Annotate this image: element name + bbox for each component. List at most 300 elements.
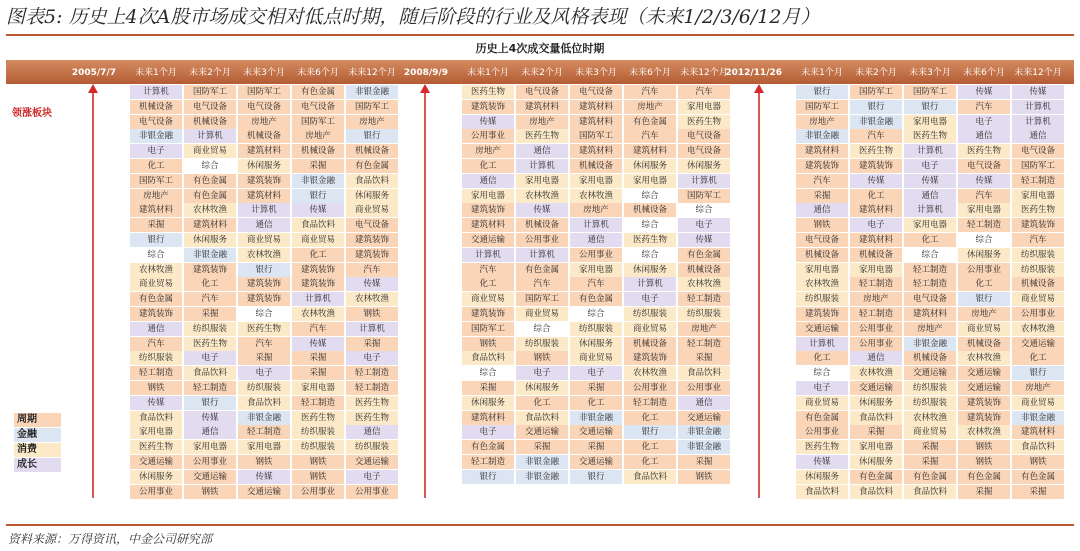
industry-cell: 交通运输 [462, 233, 514, 247]
industry-cell: 国防军工 [1012, 159, 1064, 173]
industry-cell: 传媒 [958, 174, 1010, 188]
industry-cell: 轻工制造 [904, 263, 956, 277]
industry-cell: 电子 [130, 144, 182, 158]
industry-cell: 综合 [462, 366, 514, 380]
industry-cell: 农林牧渔 [958, 351, 1010, 365]
industry-cell: 休闲服务 [346, 189, 398, 203]
industry-cell: 通信 [1012, 129, 1064, 143]
industry-cell: 休闲服务 [850, 396, 902, 410]
industry-cell: 建筑材料 [462, 218, 514, 232]
industry-cell: 非银金融 [1012, 411, 1064, 425]
industry-cell: 医药生物 [346, 411, 398, 425]
industry-cell: 综合 [624, 248, 676, 262]
industry-cell: 有色金属 [624, 115, 676, 129]
industry-cell: 通信 [850, 351, 902, 365]
industry-cell: 采掘 [678, 351, 730, 365]
industry-cell: 计算机 [796, 337, 848, 351]
industry-cell: 房地产 [130, 189, 182, 203]
industry-cell: 医药生物 [678, 115, 730, 129]
column-header: 未来6个月 [963, 68, 1005, 78]
industry-cell: 商业贸易 [904, 425, 956, 439]
industry-cell: 休闲服务 [624, 159, 676, 173]
industry-cell: 轻工制造 [130, 366, 182, 380]
industry-cell: 医药生物 [850, 144, 902, 158]
industry-cell: 房地产 [624, 100, 676, 114]
industry-cell: 银行 [958, 292, 1010, 306]
industry-cell: 建筑材料 [570, 144, 622, 158]
industry-cell: 建筑材料 [850, 233, 902, 247]
industry-cell: 银行 [462, 470, 514, 484]
industry-cell: 计算机 [570, 218, 622, 232]
industry-cell: 电气设备 [1012, 144, 1064, 158]
industry-cell: 电气设备 [678, 129, 730, 143]
industry-cell: 医药生物 [292, 411, 344, 425]
industry-cell: 汽车 [850, 129, 902, 143]
industry-cell: 计算机 [238, 203, 290, 217]
industry-cell: 建筑装饰 [1012, 218, 1064, 232]
top-divider [6, 34, 1074, 36]
industry-cell: 公用事业 [850, 322, 902, 336]
industry-cell: 非银金融 [346, 85, 398, 99]
upward-arrow-icon [88, 84, 98, 500]
industry-cell: 房地产 [462, 144, 514, 158]
industry-cell: 休闲服务 [516, 381, 568, 395]
industry-cell: 采掘 [904, 440, 956, 454]
period-date-2: 2012/11/26 [725, 68, 782, 78]
industry-cell: 有色金属 [346, 159, 398, 173]
industry-cell: 综合 [570, 307, 622, 321]
industry-cell: 农林牧渔 [1012, 322, 1064, 336]
industry-cell: 电子 [904, 159, 956, 173]
column-header: 未来2个月 [189, 68, 231, 78]
industry-cell: 纺织服装 [184, 322, 236, 336]
industry-cell: 公用事业 [516, 233, 568, 247]
industry-cell: 机械设备 [796, 248, 848, 262]
industry-cell: 房地产 [292, 129, 344, 143]
industry-cell: 钢铁 [1012, 455, 1064, 469]
industry-cell: 建筑装饰 [292, 263, 344, 277]
industry-cell: 传媒 [292, 203, 344, 217]
industry-cell: 建筑材料 [850, 203, 902, 217]
industry-cell: 通信 [462, 174, 514, 188]
industry-cell: 非银金融 [678, 440, 730, 454]
industry-cell: 银行 [624, 425, 676, 439]
industry-cell: 化工 [570, 396, 622, 410]
bottom-divider [6, 524, 1074, 526]
industry-cell: 房地产 [346, 115, 398, 129]
industry-cell: 电子 [850, 218, 902, 232]
industry-cell: 轻工制造 [678, 337, 730, 351]
industry-cell: 商业贸易 [1012, 292, 1064, 306]
industry-cell: 有色金属 [130, 292, 182, 306]
industry-cell: 休闲服务 [850, 455, 902, 469]
industry-cell: 电子 [184, 351, 236, 365]
column-header: 未来2个月 [855, 68, 897, 78]
industry-cell: 化工 [130, 159, 182, 173]
industry-cell: 钢铁 [796, 218, 848, 232]
industry-cell: 农林牧渔 [678, 277, 730, 291]
industry-cell: 综合 [130, 248, 182, 262]
industry-cell: 建筑装饰 [624, 351, 676, 365]
industry-cell: 国防军工 [346, 100, 398, 114]
industry-cell: 采掘 [850, 425, 902, 439]
industry-cell: 房地产 [958, 307, 1010, 321]
industry-cell: 农林牧渔 [850, 366, 902, 380]
industry-cell: 商业贸易 [184, 144, 236, 158]
industry-cell: 农林牧渔 [624, 366, 676, 380]
industry-cell: 建筑装饰 [238, 277, 290, 291]
industry-cell: 电气设备 [292, 100, 344, 114]
industry-cell: 电气设备 [958, 159, 1010, 173]
industry-cell: 汽车 [958, 189, 1010, 203]
industry-cell: 计算机 [904, 203, 956, 217]
industry-cell: 电气设备 [570, 85, 622, 99]
industry-cell: 商业贸易 [238, 233, 290, 247]
industry-cell: 国防军工 [292, 115, 344, 129]
industry-cell: 建筑材料 [516, 100, 568, 114]
industry-cell: 房地产 [678, 322, 730, 336]
industry-cell: 采掘 [1012, 485, 1064, 499]
industry-cell: 医药生物 [130, 440, 182, 454]
industry-cell: 纺织服装 [904, 396, 956, 410]
industry-cell: 轻工制造 [850, 277, 902, 291]
industry-cell: 钢铁 [346, 307, 398, 321]
industry-cell: 国防军工 [796, 100, 848, 114]
industry-cell: 公用事业 [130, 485, 182, 499]
column-header: 未来1个月 [467, 68, 509, 78]
industry-cell: 化工 [796, 351, 848, 365]
industry-cell: 国防军工 [570, 129, 622, 143]
industry-cell: 计算机 [904, 144, 956, 158]
industry-cell: 计算机 [678, 174, 730, 188]
industry-cell: 休闲服务 [958, 248, 1010, 262]
industry-cell: 建筑装饰 [238, 174, 290, 188]
industry-cell: 轻工制造 [346, 381, 398, 395]
industry-cell: 银行 [1012, 366, 1064, 380]
industry-cell: 汽车 [678, 85, 730, 99]
industry-cell: 交通运输 [1012, 337, 1064, 351]
industry-cell: 计算机 [184, 129, 236, 143]
industry-cell: 纺织服装 [292, 425, 344, 439]
industry-cell: 化工 [462, 159, 514, 173]
industry-cell: 家用电器 [184, 440, 236, 454]
industry-cell: 纺织服装 [904, 381, 956, 395]
industry-cell: 非银金融 [570, 411, 622, 425]
industry-cell: 钢铁 [958, 440, 1010, 454]
industry-cell: 采掘 [130, 218, 182, 232]
industry-cell: 电气设备 [130, 115, 182, 129]
industry-cell: 钢铁 [292, 455, 344, 469]
industry-cell: 机械设备 [624, 203, 676, 217]
industry-cell: 轻工制造 [184, 381, 236, 395]
industry-cell: 建筑装饰 [850, 159, 902, 173]
industry-cell: 医药生物 [346, 396, 398, 410]
legend-item: 成长 [14, 458, 61, 472]
industry-cell: 机械设备 [850, 248, 902, 262]
industry-cell: 机械设备 [624, 337, 676, 351]
industry-cell: 轻工制造 [904, 277, 956, 291]
industry-cell: 建筑装饰 [796, 307, 848, 321]
industry-cell: 采掘 [904, 455, 956, 469]
industry-cell: 机械设备 [516, 218, 568, 232]
industry-cell: 银行 [292, 189, 344, 203]
industry-cell: 交通运输 [958, 381, 1010, 395]
industry-cell: 国防军工 [130, 174, 182, 188]
industry-cell: 家用电器 [850, 263, 902, 277]
industry-cell: 传媒 [1012, 85, 1064, 99]
industry-cell: 电子 [624, 292, 676, 306]
period-date-1: 2008/9/9 [403, 68, 448, 78]
industry-cell: 轻工制造 [1012, 174, 1064, 188]
industry-cell: 食品饮料 [130, 411, 182, 425]
industry-cell: 医药生物 [1012, 203, 1064, 217]
column-header: 未来12个月 [680, 68, 728, 78]
industry-cell: 家用电器 [292, 381, 344, 395]
industry-cell: 电气设备 [238, 100, 290, 114]
industry-cell: 汽车 [292, 322, 344, 336]
industry-cell: 采掘 [292, 366, 344, 380]
industry-cell: 有色金属 [678, 248, 730, 262]
industry-cell: 非银金融 [238, 411, 290, 425]
industry-cell: 有色金属 [1012, 470, 1064, 484]
industry-cell: 采掘 [570, 381, 622, 395]
industry-cell: 传媒 [850, 174, 902, 188]
column-header: 未来1个月 [135, 68, 177, 78]
industry-cell: 纺织服装 [1012, 263, 1064, 277]
industry-cell: 食品饮料 [462, 351, 514, 365]
industry-cell: 通信 [516, 144, 568, 158]
industry-cell: 钢铁 [958, 455, 1010, 469]
industry-cell: 食品饮料 [1012, 440, 1064, 454]
industry-cell: 化工 [184, 277, 236, 291]
industry-cell: 国防军工 [462, 322, 514, 336]
industry-cell: 计算机 [1012, 100, 1064, 114]
industry-cell: 交通运输 [570, 425, 622, 439]
industry-cell: 电子 [462, 425, 514, 439]
industry-cell: 电气设备 [346, 218, 398, 232]
legend-item: 消费 [14, 443, 61, 457]
industry-cell: 银行 [346, 129, 398, 143]
industry-cell: 建筑装饰 [462, 100, 514, 114]
industry-cell: 房地产 [238, 115, 290, 129]
industry-cell: 交通运输 [238, 485, 290, 499]
industry-cell: 汽车 [624, 129, 676, 143]
industry-cell: 采掘 [678, 455, 730, 469]
industry-cell: 食品饮料 [238, 396, 290, 410]
industry-cell: 建筑装饰 [130, 307, 182, 321]
industry-cell: 化工 [624, 440, 676, 454]
industry-cell: 医药生物 [624, 233, 676, 247]
industry-cell: 医药生物 [462, 85, 514, 99]
industry-cell: 化工 [904, 233, 956, 247]
industry-cell: 非银金融 [516, 470, 568, 484]
column-header: 未来1个月 [801, 68, 843, 78]
industry-cell: 汽车 [516, 277, 568, 291]
industry-cell: 有色金属 [796, 411, 848, 425]
industry-cell: 食品饮料 [292, 218, 344, 232]
industry-cell: 化工 [624, 411, 676, 425]
industry-cell: 国防军工 [904, 85, 956, 99]
industry-cell: 汽车 [958, 100, 1010, 114]
column-header: 未来3个月 [575, 68, 617, 78]
industry-cell: 农林牧渔 [238, 248, 290, 262]
industry-cell: 纺织服装 [570, 322, 622, 336]
industry-cell: 综合 [184, 159, 236, 173]
industry-cell: 钢铁 [292, 470, 344, 484]
industry-cell: 房地产 [796, 115, 848, 129]
industry-cell: 钢铁 [130, 381, 182, 395]
industry-cell: 计算机 [1012, 115, 1064, 129]
industry-cell: 传媒 [796, 455, 848, 469]
industry-cell: 建筑材料 [1012, 425, 1064, 439]
industry-cell: 建筑装饰 [462, 307, 514, 321]
industry-cell: 纺织服装 [346, 440, 398, 454]
column-header: 未来3个月 [909, 68, 951, 78]
industry-cell: 国防军工 [850, 85, 902, 99]
industry-cell: 通信 [346, 425, 398, 439]
industry-cell: 纺织服装 [678, 307, 730, 321]
industry-cell: 化工 [292, 248, 344, 262]
industry-cell: 交通运输 [958, 366, 1010, 380]
industry-cell: 采掘 [292, 351, 344, 365]
industry-cell: 计算机 [292, 292, 344, 306]
industry-cell: 轻工制造 [346, 366, 398, 380]
industry-cell: 通信 [678, 396, 730, 410]
industry-cell: 银行 [570, 470, 622, 484]
industry-cell: 通信 [958, 129, 1010, 143]
industry-cell: 国防军工 [238, 85, 290, 99]
industry-cell: 非银金融 [796, 129, 848, 143]
industry-cell: 家用电器 [130, 425, 182, 439]
industry-cell: 公用事业 [958, 263, 1010, 277]
industry-cell: 综合 [624, 218, 676, 232]
industry-cell: 家用电器 [624, 174, 676, 188]
industry-cell: 建筑材料 [184, 218, 236, 232]
industry-cell: 医药生物 [516, 129, 568, 143]
industry-cell: 交通运输 [570, 455, 622, 469]
industry-cell: 国防军工 [516, 292, 568, 306]
industry-cell: 采掘 [184, 307, 236, 321]
industry-cell: 纺织服装 [238, 381, 290, 395]
industry-cell: 采掘 [570, 440, 622, 454]
industry-cell: 公用事业 [292, 485, 344, 499]
industry-cell: 休闲服务 [238, 159, 290, 173]
industry-cell: 纺织服装 [516, 337, 568, 351]
industry-cell: 交通运输 [850, 381, 902, 395]
industry-cell: 电子 [796, 381, 848, 395]
industry-cell: 休闲服务 [570, 337, 622, 351]
industry-cell: 商业贸易 [130, 277, 182, 291]
upward-arrow-icon [420, 84, 430, 500]
industry-cell: 传媒 [184, 411, 236, 425]
industry-cell: 电子 [678, 218, 730, 232]
industry-cell: 传媒 [516, 203, 568, 217]
industry-cell: 公用事业 [184, 455, 236, 469]
industry-cell: 银行 [850, 100, 902, 114]
industry-cell: 汽车 [570, 277, 622, 291]
industry-cell: 家用电器 [958, 203, 1010, 217]
industry-cell: 综合 [904, 248, 956, 262]
legend-item: 金融 [14, 428, 61, 442]
industry-cell: 休闲服务 [130, 470, 182, 484]
industry-cell: 建筑材料 [904, 307, 956, 321]
industry-cell: 汽车 [796, 174, 848, 188]
industry-cell: 农林牧渔 [958, 425, 1010, 439]
industry-cell: 建筑材料 [570, 100, 622, 114]
industry-cell: 食品饮料 [850, 411, 902, 425]
industry-cell: 采掘 [346, 337, 398, 351]
industry-cell: 交通运输 [678, 411, 730, 425]
industry-cell: 非银金融 [904, 337, 956, 351]
industry-cell: 钢铁 [184, 485, 236, 499]
industry-cell: 汽车 [462, 263, 514, 277]
industry-cell: 商业贸易 [1012, 396, 1064, 410]
industry-cell: 非银金融 [130, 129, 182, 143]
industry-cell: 化工 [958, 277, 1010, 291]
industry-cell: 通信 [570, 233, 622, 247]
industry-cell: 计算机 [516, 248, 568, 262]
industry-cell: 轻工制造 [850, 307, 902, 321]
industry-cell: 交通运输 [516, 425, 568, 439]
industry-cell: 家用电器 [904, 218, 956, 232]
industry-cell: 轻工制造 [462, 455, 514, 469]
industry-cell: 休闲服务 [624, 263, 676, 277]
industry-cell: 食品饮料 [850, 485, 902, 499]
industry-cell: 家用电器 [570, 263, 622, 277]
industry-cell: 机械设备 [570, 159, 622, 173]
industry-cell: 非银金融 [292, 174, 344, 188]
industry-cell: 传媒 [958, 85, 1010, 99]
industry-cell: 综合 [238, 307, 290, 321]
industry-cell: 公用事业 [570, 248, 622, 262]
industry-cell: 有色金属 [958, 470, 1010, 484]
industry-cell: 建筑材料 [462, 411, 514, 425]
industry-cell: 计算机 [130, 85, 182, 99]
industry-cell: 传媒 [346, 277, 398, 291]
industry-cell: 钢铁 [462, 337, 514, 351]
industry-cell: 家用电器 [462, 189, 514, 203]
industry-cell: 纺织服装 [130, 351, 182, 365]
industry-cell: 商业贸易 [346, 203, 398, 217]
industry-cell: 有色金属 [516, 263, 568, 277]
industry-cell: 农林牧渔 [796, 277, 848, 291]
industry-cell: 有色金属 [184, 189, 236, 203]
industry-cell: 有色金属 [184, 174, 236, 188]
industry-cell: 电子 [346, 351, 398, 365]
industry-cell: 食品饮料 [624, 470, 676, 484]
industry-cell: 传媒 [130, 396, 182, 410]
industry-cell: 农林牧渔 [346, 292, 398, 306]
industry-cell: 有色金属 [292, 85, 344, 99]
industry-cell: 银行 [130, 233, 182, 247]
industry-cell: 综合 [958, 233, 1010, 247]
industry-cell: 商业贸易 [462, 292, 514, 306]
industry-cell: 非银金融 [184, 248, 236, 262]
industry-cell: 房地产 [850, 292, 902, 306]
industry-cell: 电子 [516, 366, 568, 380]
industry-cell: 公用事业 [850, 337, 902, 351]
industry-cell: 电气设备 [184, 100, 236, 114]
industry-cell: 房地产 [904, 322, 956, 336]
industry-cell: 计算机 [516, 159, 568, 173]
industry-cell: 机械设备 [184, 115, 236, 129]
industry-cell: 化工 [850, 189, 902, 203]
industry-cell: 公用事业 [346, 485, 398, 499]
industry-cell: 机械设备 [678, 263, 730, 277]
industry-cell: 休闲服务 [796, 470, 848, 484]
industry-cell: 钢铁 [238, 455, 290, 469]
industry-cell: 交通运输 [130, 455, 182, 469]
